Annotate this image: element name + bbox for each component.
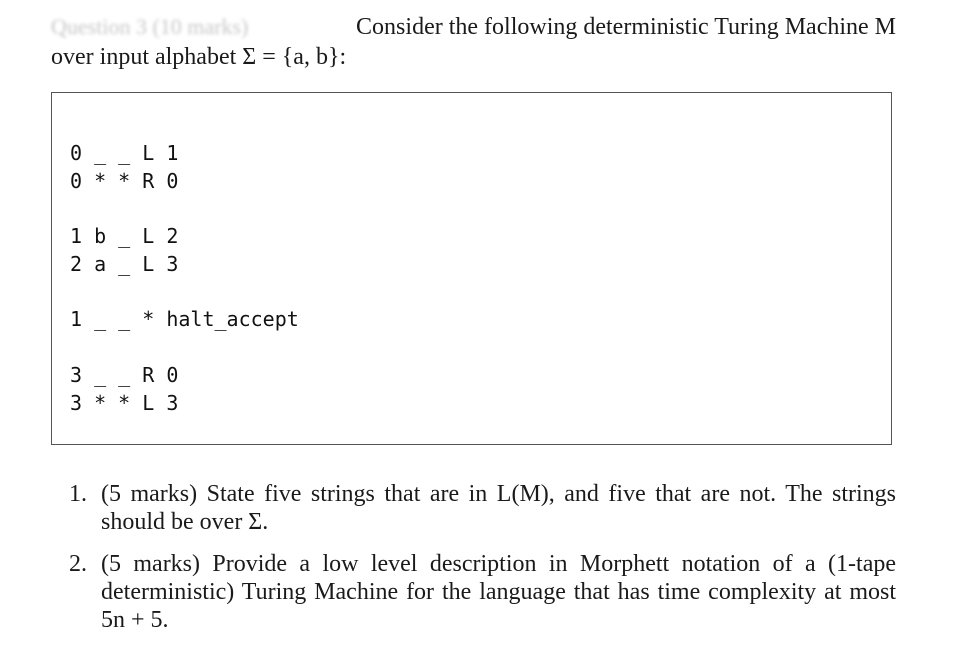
question-text: (5 marks) Provide a low level description in Morphett notation of a (1-tape deterministic) Turing Machine for the language that has time complexity at most 5n + 5. xyxy=(101,551,896,633)
code-line: 3 * * L 3 xyxy=(70,391,179,415)
question-item-1 xyxy=(51,480,896,536)
question-intro xyxy=(51,12,896,72)
code-line: 1 _ _ * halt_accept xyxy=(70,307,299,331)
intro-line-2: over input alphabet Σ = {a, b}: xyxy=(51,44,347,70)
code-line: 0 * * R 0 xyxy=(70,169,179,193)
question-number: 1. xyxy=(69,481,87,507)
question-list xyxy=(51,480,896,648)
code-line: 3 _ _ R 0 xyxy=(70,363,179,387)
question-text: (5 marks) State five strings that are in L(M), and five that are not. The strings should be over Σ. xyxy=(101,481,896,535)
intro-text-1: Consider the following deterministic Turing Machine M xyxy=(356,14,896,40)
intro-line-1 xyxy=(51,12,896,42)
code-line: 1 b _ L 2 xyxy=(70,224,179,248)
code-line: 0 _ _ L 1 xyxy=(70,141,179,165)
question-item-2 xyxy=(51,550,896,634)
question-number: 2. xyxy=(69,551,87,577)
code-line: 2 a _ L 3 xyxy=(70,252,179,276)
turing-machine-code-box xyxy=(51,92,892,445)
cropped-heading: Question 3 (10 marks) xyxy=(51,14,249,39)
